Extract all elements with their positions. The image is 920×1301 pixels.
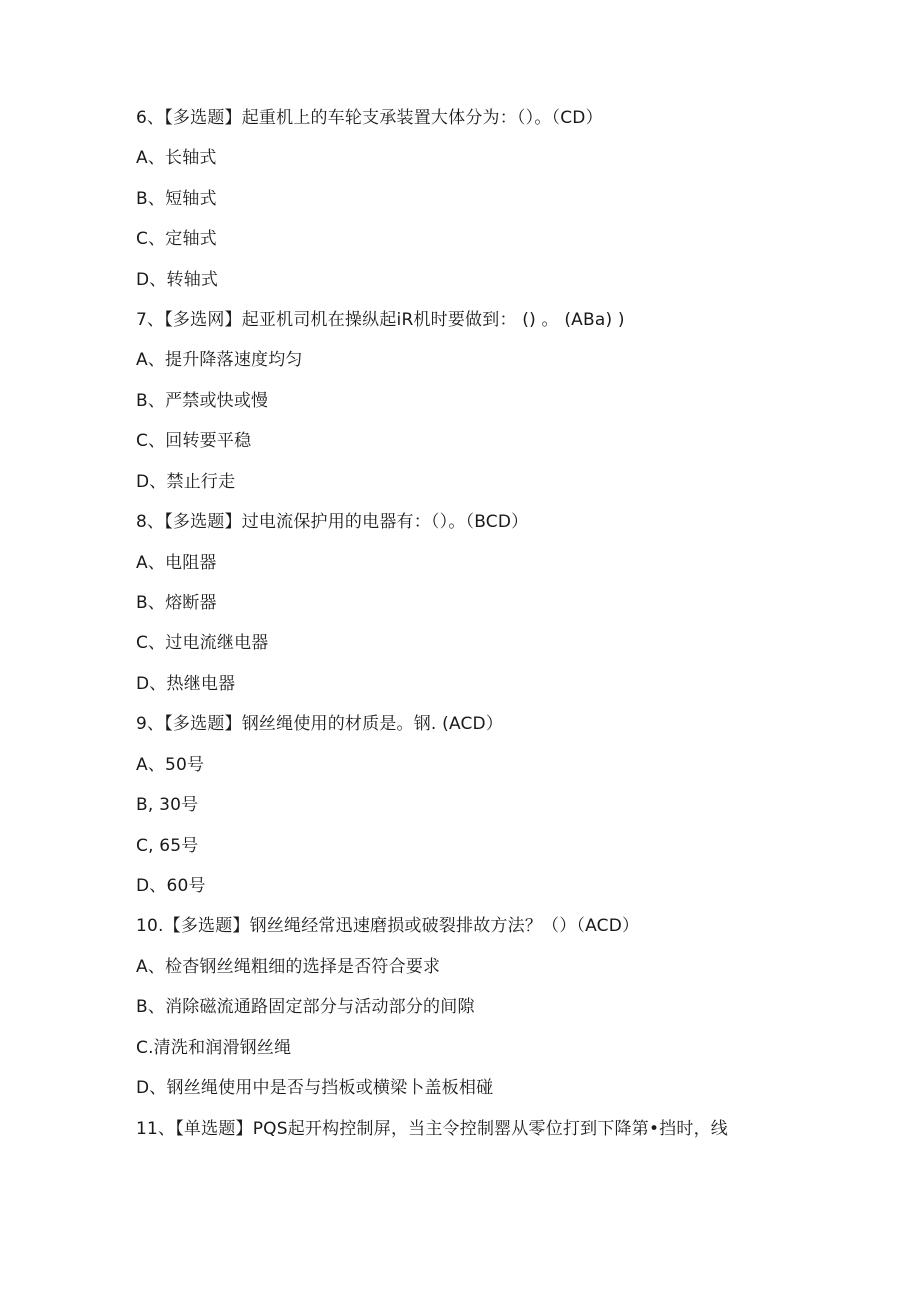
question-7-option-a: A、提升降落速度均匀	[136, 350, 303, 370]
question-6-option-b: B、短轴式	[136, 189, 217, 209]
question-6-option-d: D、转轴式	[136, 270, 219, 290]
question-9-option-c: C, 65号	[136, 836, 199, 856]
question-10-stem: 10.【多选题】钢丝绳经常迅速磨损或破裂排故方法？（）（ACD）	[136, 916, 640, 936]
question-8-option-b: B、熔断器	[136, 593, 217, 613]
question-7-option-b: B、严禁或快或慢	[136, 391, 269, 411]
question-6-option-a: A、长轴式	[136, 148, 217, 168]
question-6-stem: 6、【多选题】起重机上的车轮支承装置大体分为：（）。（CD）	[136, 108, 603, 128]
question-8-option-c: C、过电流继电器	[136, 633, 269, 653]
question-11-stem: 11、【单选题】PQS起开构控制屏，当主令控制罂从零位打到下降第•挡时，线	[136, 1119, 728, 1139]
question-8-option-a: A、电阻器	[136, 553, 217, 573]
question-7-option-d: D、禁止行走	[136, 472, 236, 492]
question-7-stem: 7、【多选网】起亚机司机在操纵起iR机时要做到： () 。 (ABa) )	[136, 310, 625, 330]
question-7-option-c: C、回转要平稳	[136, 431, 252, 451]
question-10-option-d: D、钢丝绳使用中是否与挡板或横梁卜盖板相碰	[136, 1078, 494, 1098]
question-10-option-c: C.清洗和润滑钢丝绳	[136, 1038, 292, 1058]
question-6-option-c: C、定轴式	[136, 229, 217, 249]
question-9-option-b: B, 30号	[136, 795, 199, 815]
question-9-option-a: A、50号	[136, 755, 205, 775]
question-9-option-d: D、60号	[136, 876, 206, 896]
question-9-stem: 9、【多选题】钢丝绳使用的材质是。钢. (ACD）	[136, 714, 504, 734]
question-8-option-d: D、热继电器	[136, 674, 236, 694]
question-10-option-b: B、消除磁流通路固定部分与活动部分的间隙	[136, 997, 475, 1017]
question-10-option-a: A、检杳钢丝绳粗细的选择是否符合要求	[136, 957, 441, 977]
question-8-stem: 8、【多选题】过电流保护用的电器有：（）。（BCD）	[136, 512, 529, 532]
